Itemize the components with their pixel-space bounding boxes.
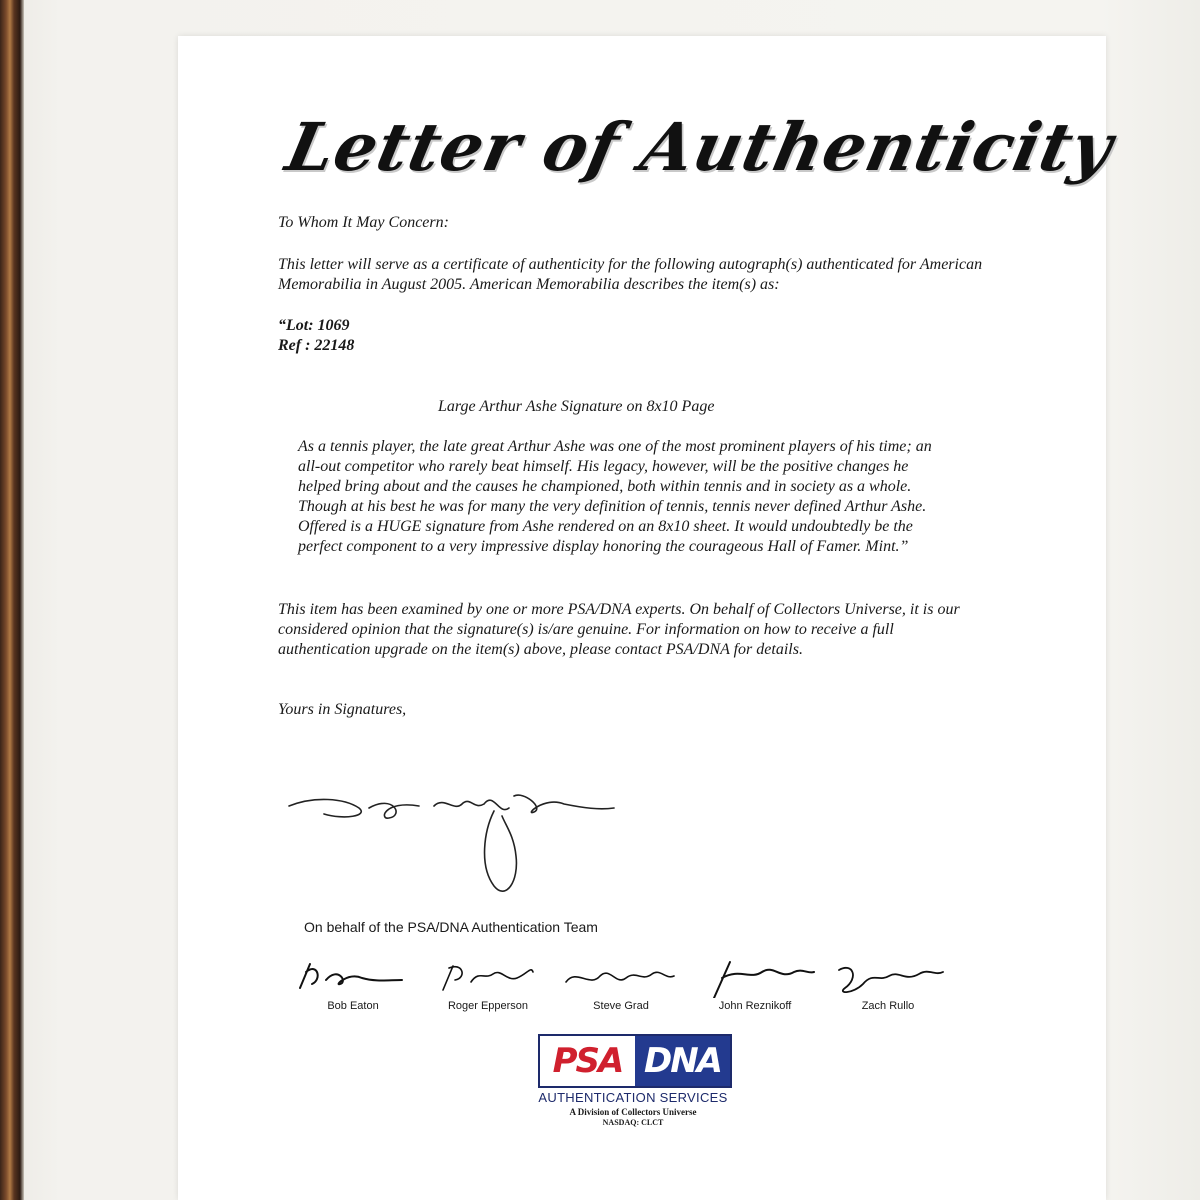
examination-paragraph: This item has been examined by one or more PSA/DNA experts. On behalf of Collectors Universe, it is our considered opinion that the signature(s) is/are genuine. For information on how to receive a full authentication upgrade on the item(s) above, please contact PSA/DNA for details. (278, 601, 960, 658)
division-line: A Division of Collectors Universe (569, 1107, 697, 1117)
authentication-services: AUTHENTICATION SERVICES (538, 1090, 728, 1105)
lot-number: “Lot: 1069 (278, 317, 350, 334)
intro-paragraph: This letter will serve as a certificate of authenticity for the following autograph(s) authenticated for American Memorabilia in August 2005. American Memorabilia describes the item(s) as: (278, 256, 983, 293)
salutation: To Whom It May Concern: (278, 214, 449, 231)
member-name: John Reznikoff (718, 1000, 792, 1012)
ref-number: Ref : 22148 (278, 337, 355, 354)
team-member (288, 958, 418, 1018)
signature-steve-grad (556, 958, 686, 998)
signature-john-reznikoff (690, 958, 820, 998)
member-name: Bob Eaton (327, 1000, 379, 1012)
member-name: Steve Grad (593, 1000, 649, 1012)
logo-dna: DNA (635, 1036, 730, 1086)
closing-line: Yours in Signatures, (278, 701, 407, 718)
nasdaq-line: NASDAQ: CLCT (602, 1118, 664, 1127)
signature-roger-epperson (423, 958, 553, 998)
team-member (423, 958, 553, 1018)
team-member (556, 958, 686, 1018)
certificate-page (178, 36, 1121, 1200)
psa-dna-logo (538, 1034, 732, 1088)
team-line: On behalf of the PSA/DNA Authentication Team (304, 919, 598, 935)
logo-psa: PSA (540, 1036, 635, 1086)
team-member (690, 958, 820, 1018)
letter-title: Letter of Authenticity (279, 108, 1121, 186)
member-name: Roger Epperson (447, 1000, 529, 1012)
item-title: Large Arthur Ashe Signature on 8x10 Page (438, 398, 715, 415)
signature-zach-rullo (823, 958, 953, 998)
team-member (823, 958, 953, 1018)
item-description: As a tennis player, the late great Arthur Ashe was one of the most prominent players of his time; an all-out competitor who rarely beat himself. His legacy, however, will be the positive changes he helped bring about and the causes he championed, both within tennis and in society as a whole. Though at his best he was for many the very definition of tennis, tennis never defined Arthur Ashe. Offered is a HUGE signature from Ashe rendered on an 8x10 sheet. It would undoubtedly be the perfect component to a very impressive display honoring the courageous Hall of Famer. Mint.” (298, 438, 932, 555)
team-signatures (288, 958, 968, 1018)
signature-bob-eaton (288, 958, 418, 998)
picture-frame-edge (0, 0, 24, 1200)
main-signature (284, 786, 624, 906)
member-name: Zach Rullo (861, 1000, 915, 1012)
